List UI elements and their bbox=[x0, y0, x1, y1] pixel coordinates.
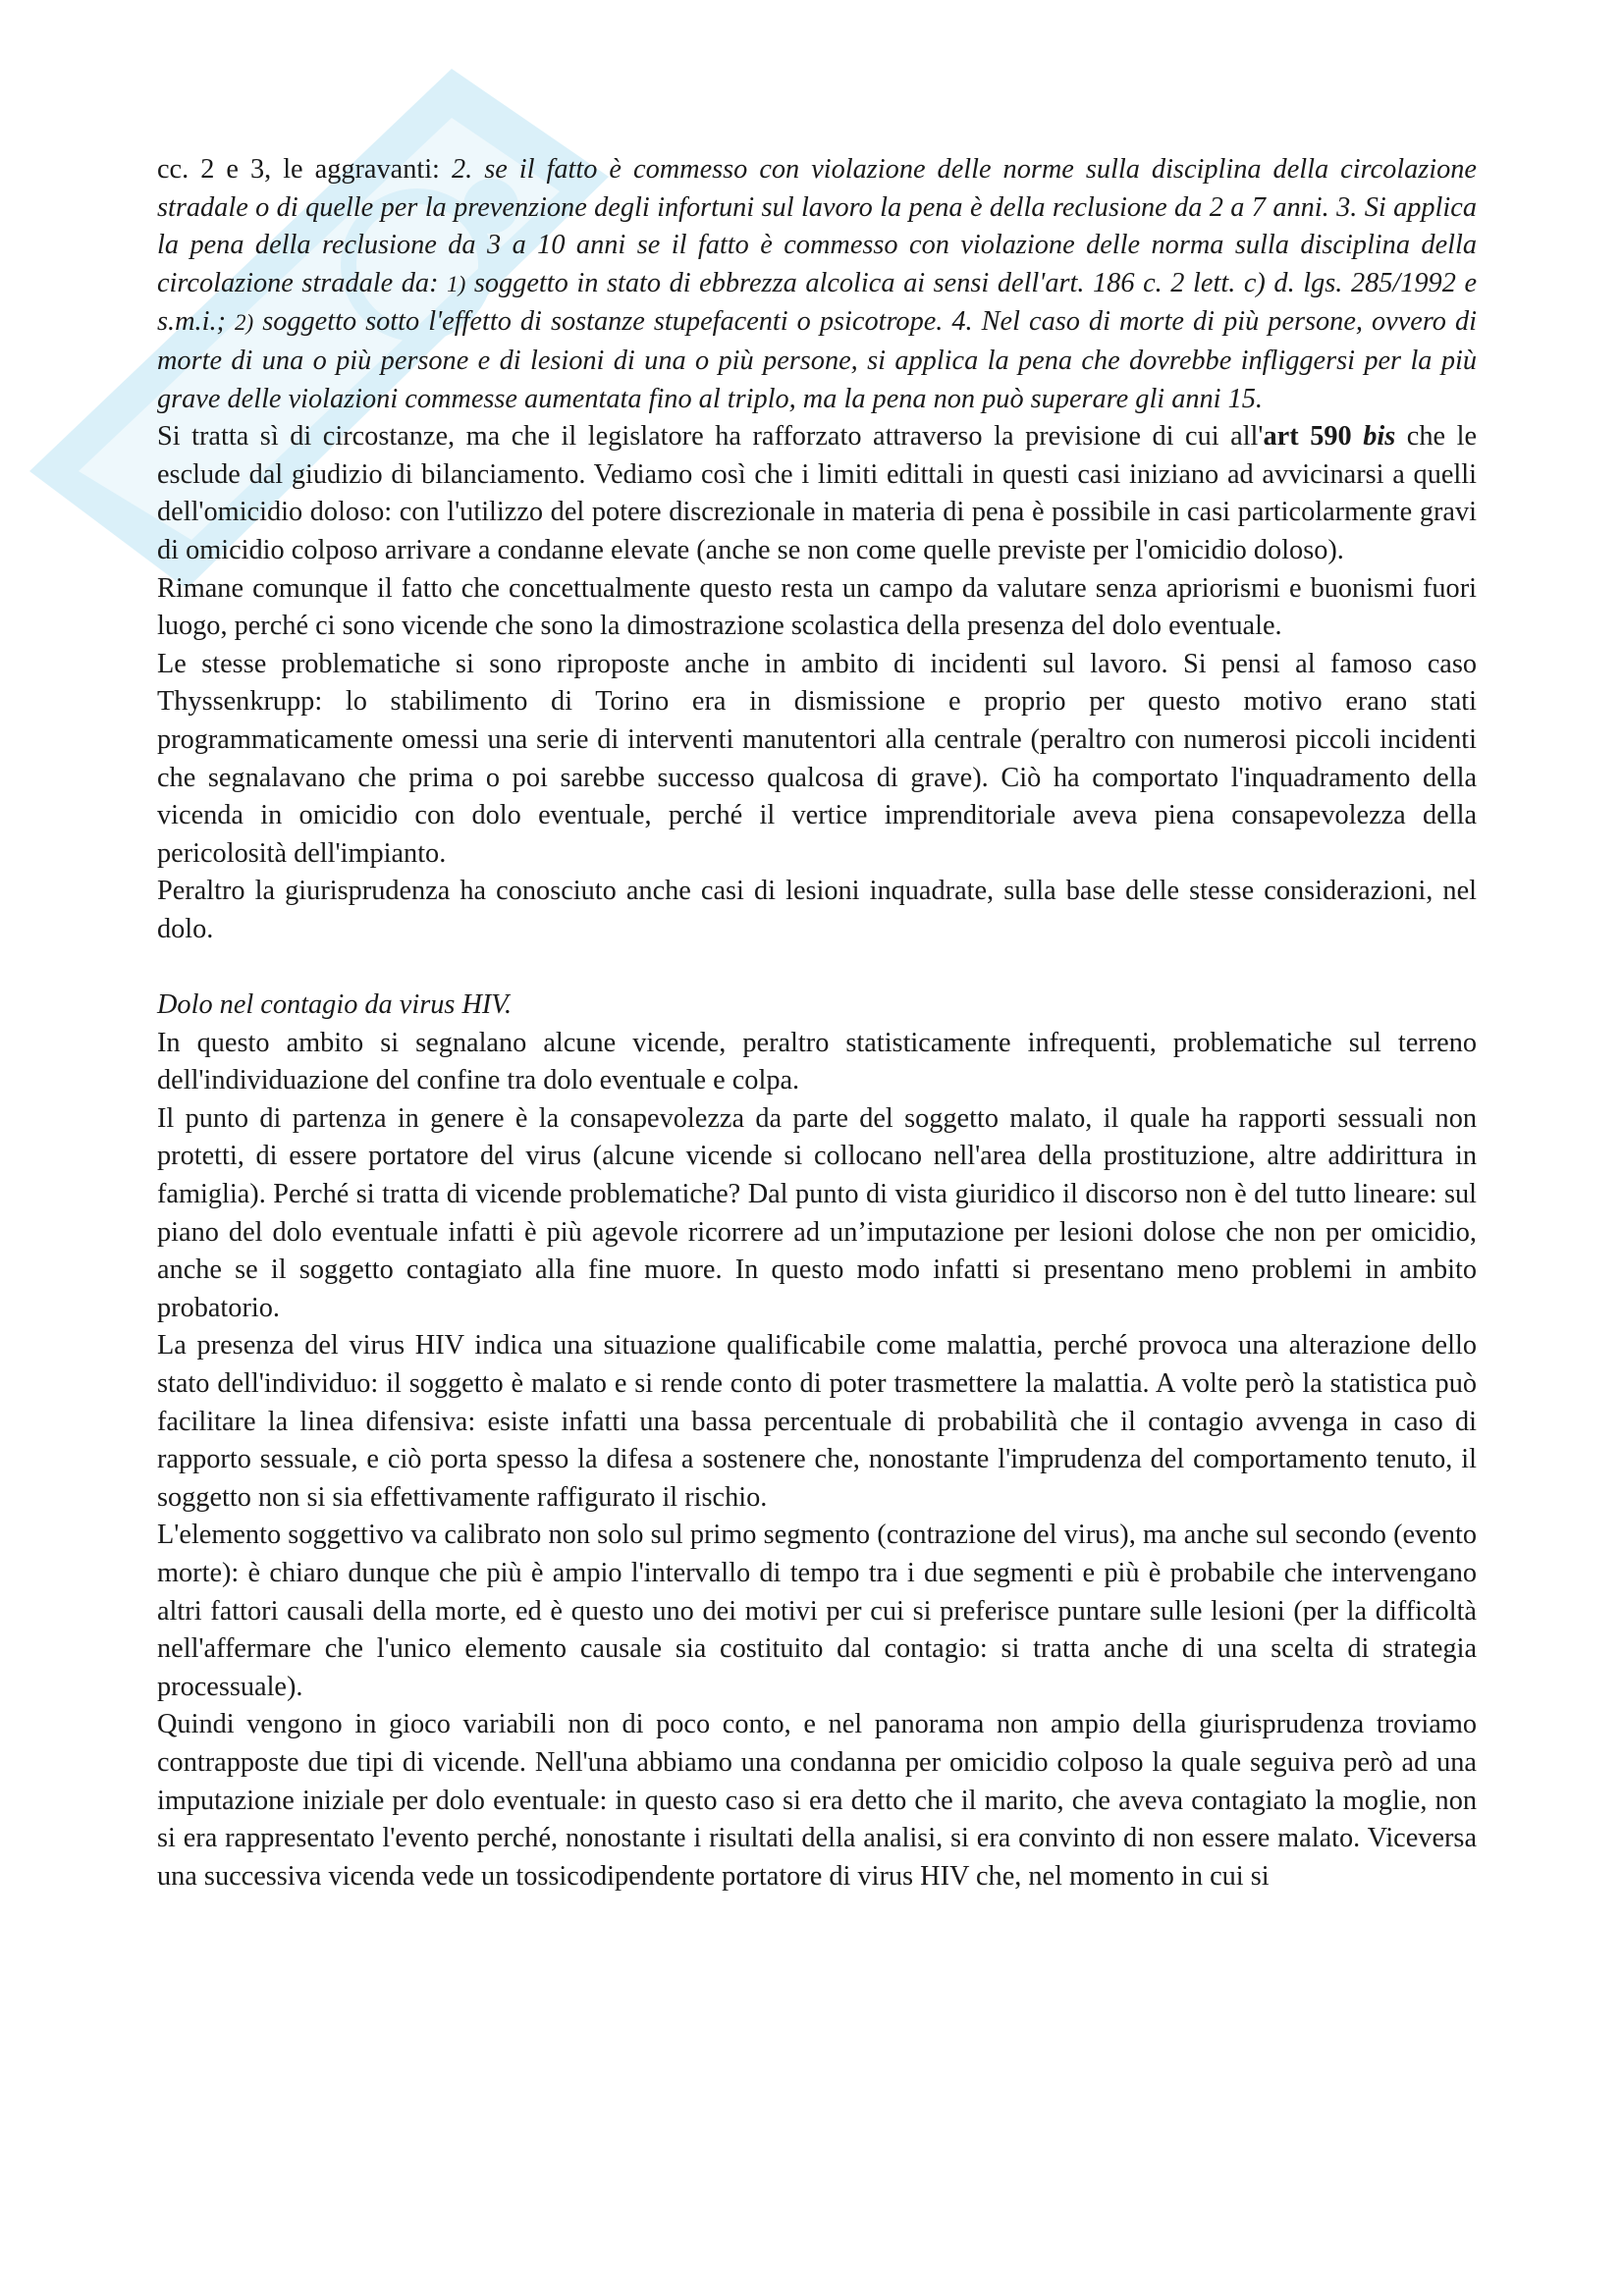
art-reference: art 590 bbox=[1263, 421, 1352, 453]
paragraph-circostanze: Si tratta sì di circostanze, ma che il legislatore ha rafforzato attraverso la previsione di cui all'art 590 bis che le esclude dal giudizio di bilanciamento. Vediamo così che i limiti edittali in questi casi iniziano ad avvicinarsi a quelli dell'omicidio doloso: con l'utilizzo del potere discrezionale in materia di pena è possibile in casi particolarmente gravi di omicidio colposo arrivare a condanne elevate (anche se non come quelle previste per l'omicidio doloso). bbox=[157, 421, 1478, 565]
paragraph-elemento-soggettivo: L'elemento soggettivo va calibrato non solo sul primo segmento (contrazione del virus), ma anche sul secondo (evento morte): è chiaro dunque che più è ampio l'intervallo di tempo tra i due segmenti e più è probabile che intervengano altri fattori causali della morte, ed è questo uno dei motivi per cui si preferisce puntare sulle lesioni (per la difficoltà nell'affermare che l'unico elemento causale sia costituito dal contagio: si tratta anche di una scelta di strategia processuale). bbox=[157, 1520, 1477, 1702]
paragraph-campo-valutare: Rimane comunque il fatto che concettualmente questo resta un campo da valutare senza apriorismi e buonismi fuori luogo, perché ci sono vicende che sono la dimostrazione scolastica della presenza del dolo eventuale. bbox=[157, 572, 1477, 642]
section-heading: Dolo nel contagio da virus HIV. bbox=[157, 989, 513, 1021]
paragraph-thyssenkrupp: Le stesse problematiche si sono riproposte anche in ambito di incidenti sul lavoro. Si pensi al famoso caso Thyssenkrupp: lo stabilimento di Torino era in dismissione e proprio per questo motivo erano stati programmaticamente omessi una serie di interventi manutentori alla centrale (peraltro con numerosi piccoli incidenti che segnalavano che prima o poi sarebbe successo qualcosa di grave). Ciò ha comportato l'inquadramento della vicenda in omicidio con dolo eventuale, perché il vertice imprenditoriale aveva piena consapevolezza della pericolosità dell'impianto. bbox=[157, 648, 1477, 869]
document-page bbox=[157, 151, 1477, 1896]
paragraph-lesioni-dolo: Peraltro la giurisprudenza ha conosciuto anche casi di lesioni inquadrate, sulla base delle stesse considerazioni, nel dolo. bbox=[157, 876, 1477, 944]
paragraph-hiv-consapevolezza: Il punto di partenza in genere è la consapevolezza da parte del soggetto malato, il quale ha rapporti sessuali non protetti, di essere portatore del virus (alcune vicende si collocano nell'area della prostituzione, altre addirittura in famiglia). Perché si tratta di vicende problematiche? Dal punto di vista giuridico il discorso non è del tutto lineare: sul piano del dolo eventuale infatti è più agevole ricorrere ad un’imputazione per lesioni dolose che non per omicidio, anche se il soggetto contagiato alla fine muore. In questo modo infatti si presentano meno problemi in ambito probatorio. bbox=[157, 1102, 1477, 1323]
paragraph-aggravanti: cc. 2 e 3, le aggravanti: 2. se il fatto è commesso con violazione delle norme sulla disciplina della circolazione stradale o di quelle per la prevenzione degli infortuni sul lavoro la pena è della reclusione da 2 a 7 anni. 3. Si applica la pena della reclusione da 3 a 10 anni se il fatto è commesso con violazione delle norma sulla disciplina della circolazione stradale da: 1) soggetto in stato di ebbrezza alcolica ai sensi dell'art. 186 c. 2 lett. c) d. lgs. 285/1992 e s.m.i.; 2) soggetto sotto l'effetto di sostanze stupefacenti o psicotrope. 4. Nel caso di morte di più persone, ovvero di morte di una o più persone e di lesioni di una o più persone, si applica la pena che dovrebbe infliggersi per la più grave delle violazioni commesse aumentata fino al triplo, ma la pena non può superare gli anni 15. bbox=[157, 154, 1477, 414]
paragraph-giurisprudenza: Quindi vengono in gioco variabili non di poco conto, e nel panorama non ampio della giurisprudenza troviamo contrapposte due tipi di vicende. Nell'una abbiamo una condanna per omicidio colposo la quale seguiva però ad una imputazione iniziale per dolo eventuale: in questo caso si era detto che il marito, che aveva contagiato la moglie, non si era rappresentato l'evento perché, nonostante i risultati della analisi, si era convinto di non essere malato. Viceversa una successiva vicenda vede un tossicodipendente portatore di virus HIV che, nel momento in cui si bbox=[157, 1709, 1477, 1892]
paragraph-hiv-intro: In questo ambito si segnalano alcune vicende, peraltro statisticamente infrequenti, problematiche sul terreno dell'individuazione del confine tra dolo eventuale e colpa. bbox=[157, 1027, 1477, 1096]
paragraph-gap bbox=[157, 948, 1477, 987]
art-bis: bis bbox=[1363, 421, 1396, 453]
paragraph-hiv-malattia: La presenza del virus HIV indica una situazione qualificabile come malattia, perché provoca una alterazione dello stato dell'individuo: il soggetto è malato e si rende conto di poter trasmettere la malattia. A volte però la statistica può facilitare la linea difensiva: esiste infatti una bassa percentuale di probabilità che il contagio avvenga in caso di rapporto sessuale, e ciò porta spesso la difesa a sostenere che, nonostante l'imprudenza del comportamento tenuto, il soggetto non si sia effettivamente raffigurato il rischio. bbox=[157, 1330, 1477, 1513]
